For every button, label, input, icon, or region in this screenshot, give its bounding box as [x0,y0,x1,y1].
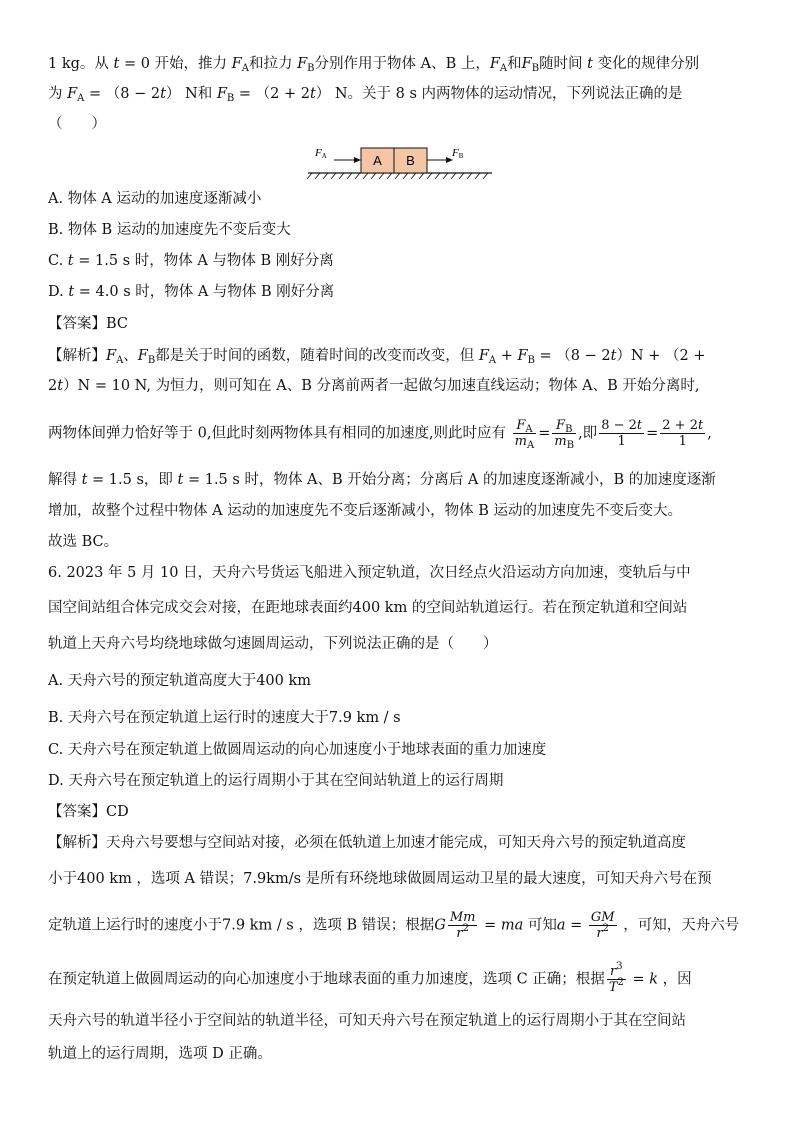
q5-answer: 【答案】BC [48,316,129,332]
q5-analysis-line-4: 解得 t = 1.5 s，即 t = 1.5 s 时，物体 A、B 开始分离；分离后 A 的加速度逐渐减小，B 的加速度逐渐 [48,472,716,488]
q6-option-d: D. 天舟六号在预定轨道上的运行周期小于其在空间站轨道上的运行周期 [48,773,504,789]
q6-stem-line-2: 国空间站组合体完成交会对接，在距地球表面约400 km 的空间站轨道运行。若在预定轨道和空间站 [48,600,688,616]
q5-option-c: C. t = 1.5 s 时，物体 A 与物体 B 刚好分离 [48,253,334,269]
force-diagram [300,140,500,182]
q6-stem-line-3: 轨道上天舟六号均绕地球做匀速圆周运动，下列说法正确的是（ ） [48,636,498,652]
q5-answer-paren: （ ） [48,116,106,132]
q5-option-b: B. 物体 B 运动的加速度先不变后变大 [48,222,291,238]
q6-analysis-line-2: 小于400 km ，选项 A 错误；7.9km/s 是所有环绕地球做圆周运动卫星的最大速度，可知天舟六号在预 [48,871,712,887]
q6-answer: 【答案】CD [48,804,129,820]
frac-8-2t: $\frac{8 - 2t}{1}$ [601,418,643,449]
frac-2-2t: $\frac{2 + 2t}{1}$ [662,418,704,449]
q5-option-d: D. t = 4.0 s 时，物体 A 与物体 B 刚好分离 [48,284,335,300]
q5-analysis-line-3: 两物体间弹力恰好等于 0,但此时刻两物体具有相同的加速度,则此时应有 $\frac{F_A}{m_A}$ = $\frac{F_B}{m_B}$ ,即 $\frac{8 - 2t}{1}$ = $\frac{2 + 2t}{1}$ , [48,418,712,451]
q6-option-b: B. 天舟六号在预定轨道上运行时的速度大于7.9 km / s [48,710,401,726]
force-b-label: FB [452,147,464,160]
q6-option-a: A. 天舟六号的预定轨道高度大于400 km [48,673,312,689]
q6-analysis-line-4: 在预定轨道上做圆周运动的向心加速度小于地球表面的重力加速度，选项 C 正确；根据 $\frac{r^3}{T^2}$ = k ，因 [48,961,692,995]
q5-option-a: A. 物体 A 运动的加速度逐渐减小 [48,191,262,207]
frac-r3-t2: $\frac{r^3}{T^2}$ [608,961,624,995]
q6-option-c: C. 天舟六号在预定轨道上做圆周运动的向心加速度小于地球表面的重力加速度 [48,742,547,758]
block-b-label: B [406,153,415,168]
block-a-label: A [373,153,382,168]
q5-stem-line-2: 为 $F_A = (8 - 2t)$ N和 $F_B = (2 + 2t)$ N。关于 8 s 内两物体的运动情况，下列说法正确的是 [48,86,683,104]
q6-analysis-line-6: 轨道上的运行周期，选项 D 正确。 [48,1046,272,1062]
q5-analysis-line-6: 故选 BC。 [48,534,119,550]
q6-analysis-line-3: 定轨道上运行时的速度小于7.9 km / s ，选项 B 错误；根据G $\frac{Mm}{r^2}$ = ma 可知a = $\frac{GM}{r^2}$ ，可知，天舟六号 [48,910,740,941]
frac-gm-r2: $\frac{GM}{r^2}$ [590,910,615,941]
frac-fa-ma: $\frac{F_A}{m_A}$ [514,418,535,451]
force-a-label: FA [315,147,327,160]
frac-mm-r2: $\frac{Mm}{r^2}$ [449,910,476,941]
q5-analysis-line-5: 增加，故整个过程中物体 A 运动的加速度先不变后逐渐减小，物体 B 运动的加速度先不变后变大。 [48,503,683,519]
q5-stem-line-1: 1 kg。从 t = 0 开始，推力 $F_A$和拉力 $F_B$分别作用于物体 A、B 上，$F_A$和$F_B$随时间 t 变化的规律分别 [48,56,700,74]
q5-analysis-line-1: 【解析】$F_A$、$F_B$都是关于时间的函数，随着时间的改变而改变，但 $F_A + F_B = (8 - 2t)N + (2$ + [48,348,706,366]
q6-stem-line-1: 6. 2023 年 5 月 10 日，天舟六号货运飞船进入预定轨道，次日经点火沿运动方向加速，变轨后与中 [48,565,691,581]
q5-analysis-line-2: 2t）N = 10 N, 为恒力，则可知在 A、B 分离前两者一起做匀加速直线运动；物体 A、B 开始分离时, [48,378,700,394]
frac-fb-mb: $\frac{F_B}{m_B}$ [554,418,575,451]
q6-analysis-line-1: 【解析】天舟六号要想与空间站对接，必须在低轨道上加速才能完成，可知天舟六号的预定轨道高度 [48,835,686,851]
q6-analysis-line-5: 天舟六号的轨道半径小于空间站的轨道半径，可知天舟六号在预定轨道上的运行周期小于其在空间站 [48,1013,686,1029]
